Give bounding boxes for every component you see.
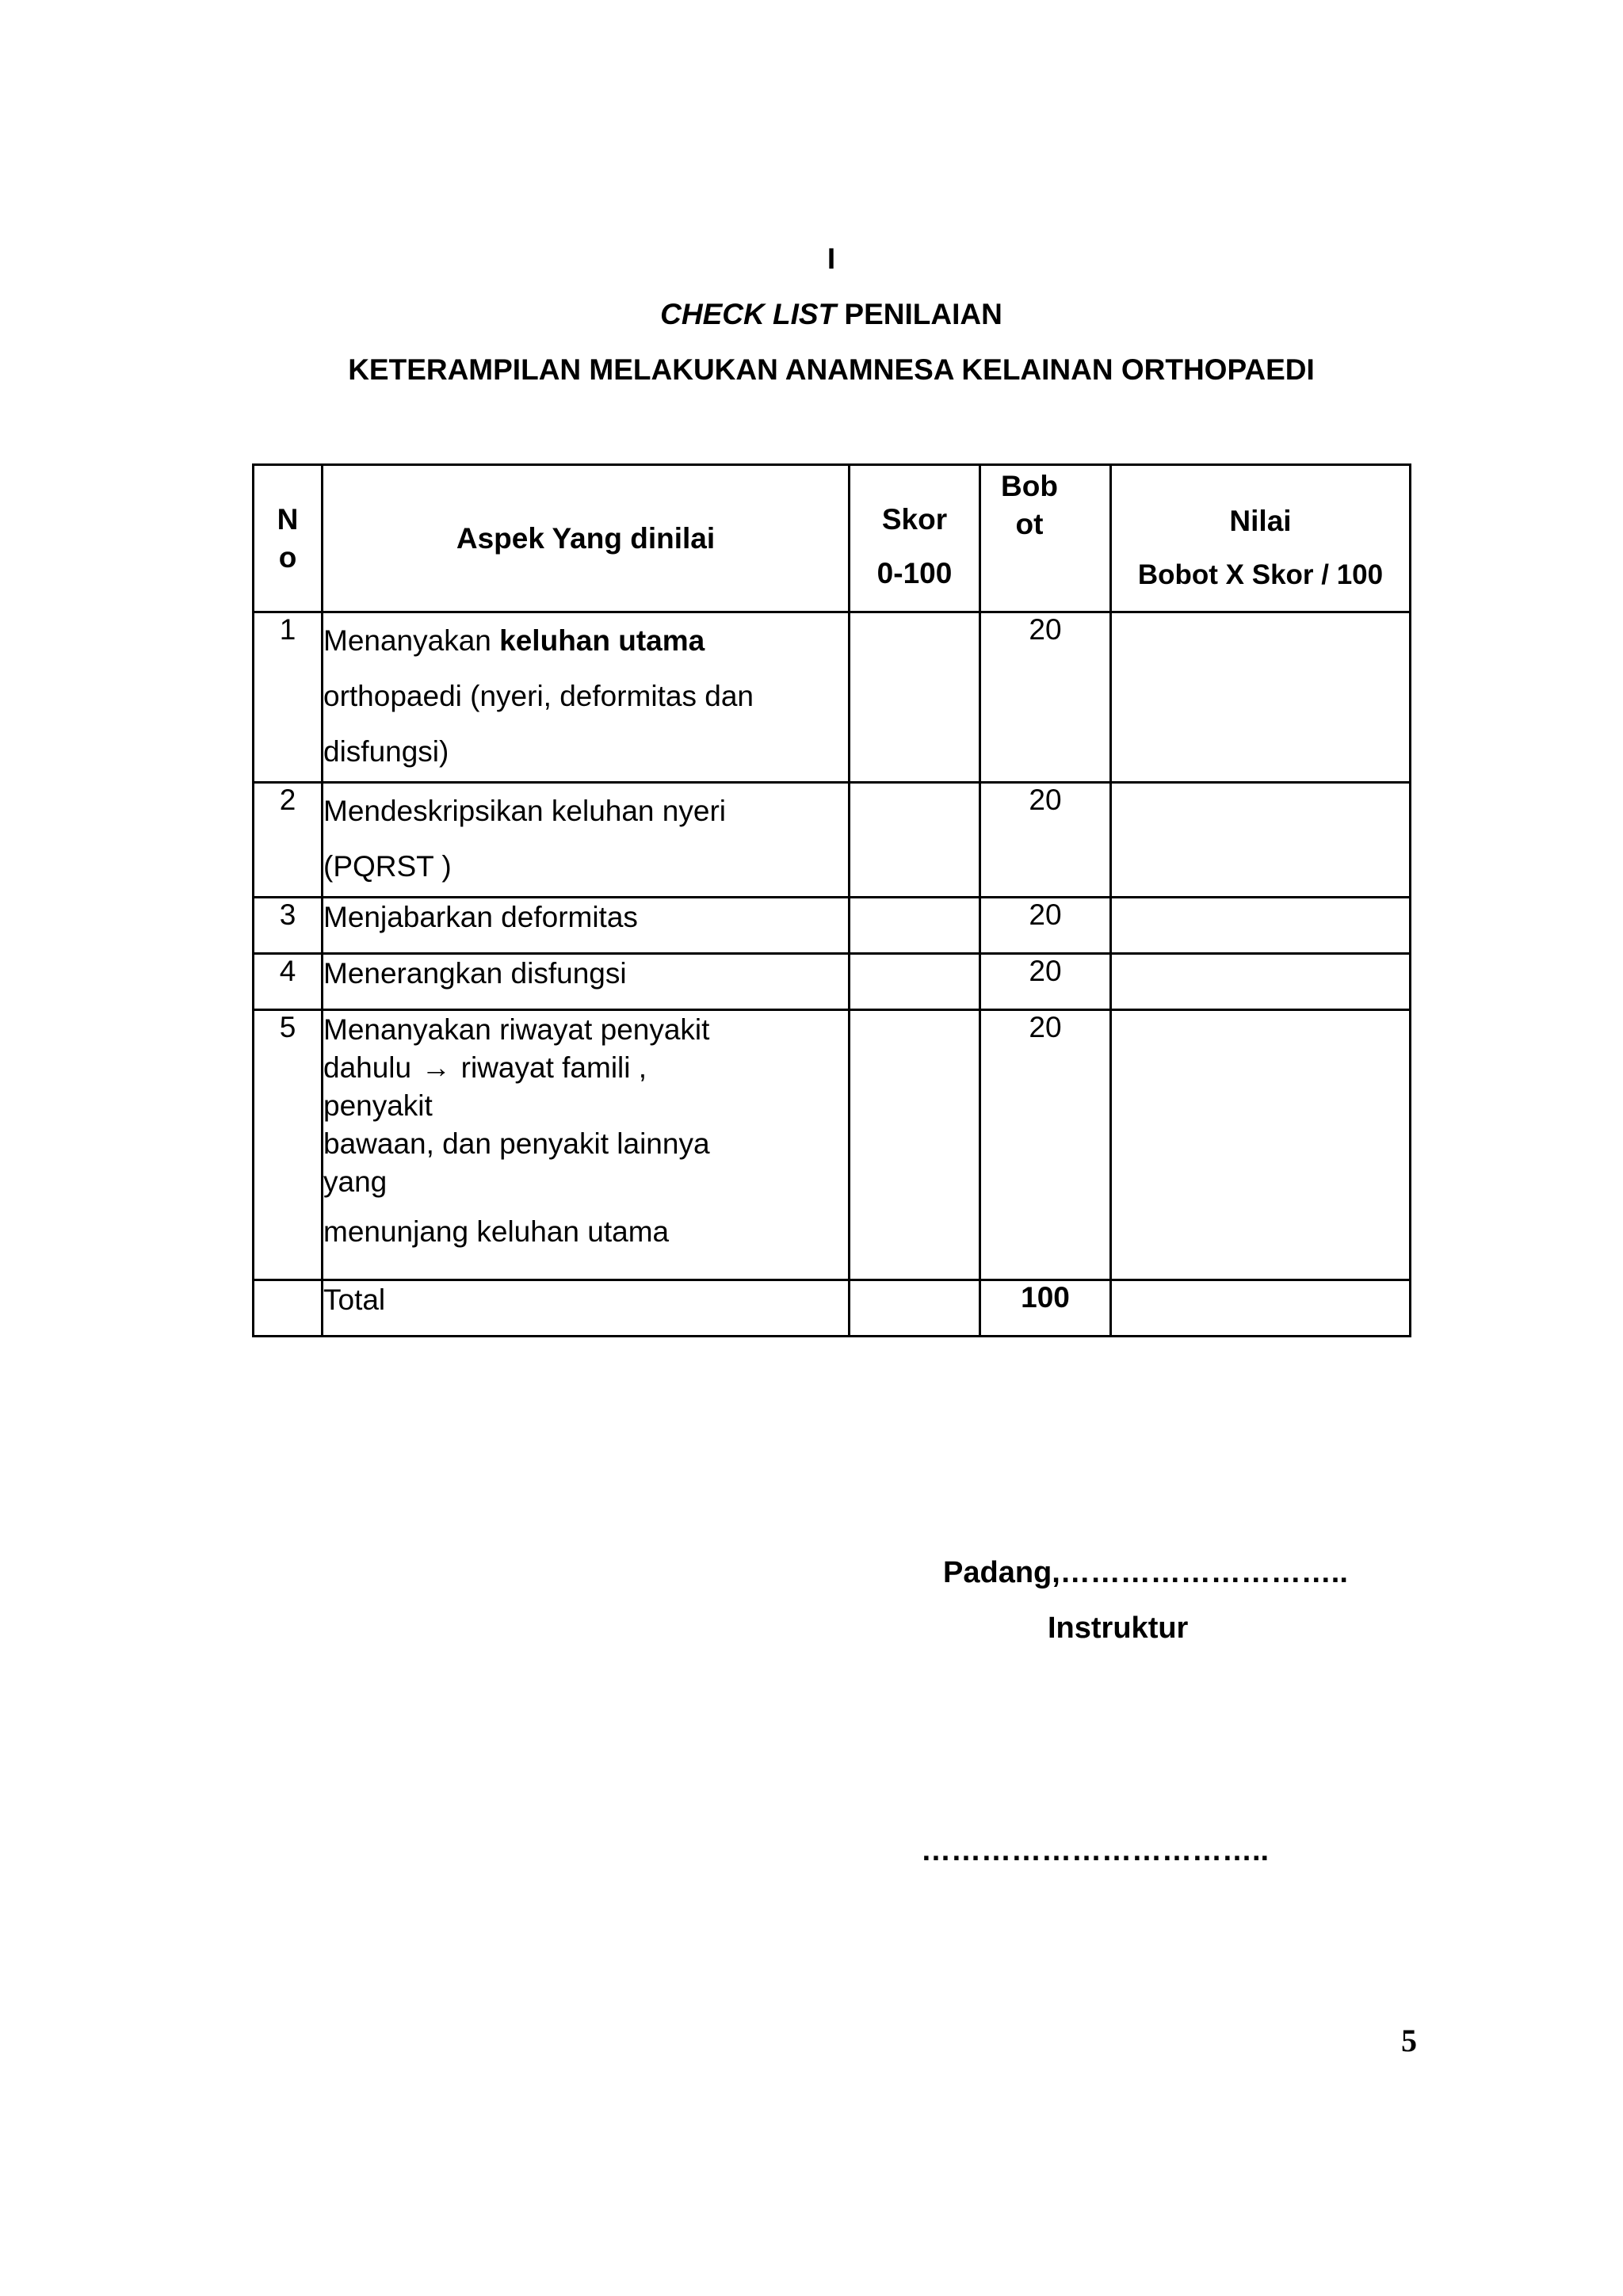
page-number: 5 bbox=[1401, 2023, 1417, 2058]
row-aspek-line1: Mendeskripsikan keluhan nyeri bbox=[323, 795, 726, 827]
row-aspek-bold: keluhan utama bbox=[499, 624, 705, 657]
total-nilai-cell[interactable] bbox=[1111, 1280, 1411, 1337]
row-skor-cell[interactable] bbox=[850, 898, 980, 954]
row-skor-cell[interactable] bbox=[850, 954, 980, 1010]
row-aspek-line3: penyakit bbox=[323, 1089, 433, 1122]
table-row bbox=[254, 954, 1411, 1010]
row-aspek bbox=[323, 612, 850, 783]
row-bobot: 20 bbox=[980, 783, 1111, 898]
row-nilai-cell[interactable] bbox=[1111, 612, 1411, 783]
row-no: 3 bbox=[254, 898, 323, 954]
row-no: 1 bbox=[254, 612, 323, 783]
row-aspek-line1 bbox=[323, 613, 848, 669]
row-skor-cell[interactable] bbox=[850, 783, 980, 898]
row-bobot: 20 bbox=[980, 898, 1111, 954]
table-row bbox=[254, 612, 1411, 783]
row-nilai-cell[interactable] bbox=[1111, 954, 1411, 1010]
row-aspek-text: riwayat famili , bbox=[460, 1051, 647, 1084]
signature-block bbox=[943, 1545, 1434, 1656]
header-bobot-line1: Bob bbox=[1001, 470, 1058, 502]
signature-role: Instruktur bbox=[1048, 1611, 1189, 1645]
row-skor-cell[interactable] bbox=[850, 1010, 980, 1280]
row-aspek-line5: yang bbox=[323, 1165, 388, 1198]
header-skor bbox=[850, 465, 980, 612]
total-skor-cell[interactable] bbox=[850, 1280, 980, 1337]
header-nilai-line2: Bobot X Skor / 100 bbox=[1137, 559, 1384, 590]
arrow-right-icon: → bbox=[421, 1051, 451, 1084]
title-italic: CHECK LIST bbox=[660, 298, 837, 330]
header-bobot bbox=[980, 465, 1111, 612]
title-rest: PENILAIAN bbox=[836, 298, 1002, 330]
row-aspek-line6: menunjang keluhan utama bbox=[323, 1215, 670, 1248]
row-aspek-line3: disfungsi) bbox=[323, 735, 449, 768]
document-title bbox=[0, 287, 1623, 342]
header-no-line2: o bbox=[278, 540, 297, 574]
row-bobot: 20 bbox=[980, 1010, 1111, 1280]
document-header bbox=[0, 231, 1623, 398]
row-bobot: 20 bbox=[980, 612, 1111, 783]
header-nilai-line1: Nilai bbox=[1229, 505, 1292, 537]
row-nilai-cell[interactable] bbox=[1111, 898, 1411, 954]
row-aspek-line1: Menanyakan riwayat penyakit bbox=[323, 1013, 710, 1046]
header-aspek: Aspek Yang dinilai bbox=[323, 465, 850, 612]
total-row bbox=[254, 1280, 1411, 1337]
signature-name-line: …………………………….. bbox=[921, 1834, 1270, 1867]
row-aspek-line2: (PQRST ) bbox=[323, 850, 452, 883]
row-skor-cell[interactable] bbox=[850, 612, 980, 783]
row-aspek-text: Menanyakan bbox=[323, 624, 500, 657]
total-label: Total bbox=[323, 1280, 850, 1337]
row-no: 5 bbox=[254, 1010, 323, 1280]
row-aspek-line2: orthopaedi (nyeri, deformitas dan bbox=[323, 680, 754, 712]
table-row bbox=[254, 783, 1411, 898]
document-subtitle: KETERAMPILAN MELAKUKAN ANAMNESA KELAINAN ORTHOPAEDI bbox=[348, 353, 1315, 386]
row-aspek bbox=[323, 1010, 850, 1280]
header-nilai bbox=[1111, 465, 1411, 612]
table-row bbox=[254, 898, 1411, 954]
total-no-cell bbox=[254, 1280, 323, 1337]
row-nilai-cell[interactable] bbox=[1111, 783, 1411, 898]
row-nilai-cell[interactable] bbox=[1111, 1010, 1411, 1280]
total-bobot: 100 bbox=[980, 1280, 1111, 1337]
table-row bbox=[254, 1010, 1411, 1280]
row-aspek: Menjabarkan deformitas bbox=[323, 898, 850, 954]
row-no: 2 bbox=[254, 783, 323, 898]
row-aspek: Menerangkan disfungsi bbox=[323, 954, 850, 1010]
row-aspek-text: dahulu bbox=[323, 1051, 412, 1084]
signature-place-date: Padang,……………………….. bbox=[943, 1556, 1348, 1589]
header-no bbox=[254, 465, 323, 612]
header-skor-line1: Skor bbox=[881, 503, 948, 536]
header-skor-line2: 0-100 bbox=[876, 557, 953, 589]
header-no-line1: N bbox=[277, 502, 299, 536]
row-bobot: 20 bbox=[980, 954, 1111, 1010]
row-aspek-line4: bawaan, dan penyakit lainnya bbox=[323, 1127, 710, 1160]
table-header-row bbox=[254, 465, 1411, 612]
row-no: 4 bbox=[254, 954, 323, 1010]
row-aspek-line2 bbox=[323, 1049, 848, 1087]
row-aspek bbox=[323, 783, 850, 898]
section-number: I bbox=[827, 242, 836, 275]
header-bobot-line2: ot bbox=[1015, 508, 1044, 540]
checklist-table bbox=[252, 463, 1411, 1337]
